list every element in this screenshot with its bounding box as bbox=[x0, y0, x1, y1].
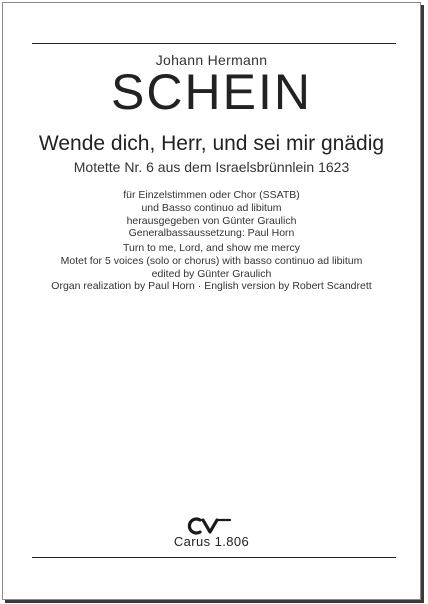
top-rule bbox=[32, 43, 396, 44]
english-info-block bbox=[3, 242, 420, 293]
catalog-number: Carus 1.806 bbox=[173, 534, 250, 549]
composer-first-names: Johann Hermann bbox=[155, 52, 268, 68]
german-info-line: und Basso continuo ad libitum bbox=[141, 201, 282, 214]
carus-cv-logo-icon bbox=[186, 517, 242, 535]
german-info-line: Generalbassaussetzung: Paul Horn bbox=[128, 227, 295, 240]
english-info-line: Organ realization by Paul Horn · English version by Robert Scandrett bbox=[51, 280, 372, 293]
english-info-line: edited by Günter Graulich bbox=[151, 267, 272, 280]
composer-surname: SCHEIN bbox=[111, 64, 312, 120]
bottom-rule bbox=[32, 557, 396, 558]
german-info-block bbox=[3, 189, 420, 240]
work-subtitle: Motette Nr. 6 aus dem Israelsbrünnlein 1623 bbox=[73, 159, 350, 175]
english-info-line: Motet for 5 voices (solo or chorus) with basso continuo ad libitum bbox=[60, 254, 363, 267]
work-title: Wende dich, Herr, und sei mir gnädig bbox=[38, 132, 385, 155]
german-info-line: für Einzelstimmen oder Chor (SSATB) bbox=[123, 189, 300, 201]
german-info-line: herausgegeben von Günter Graulich bbox=[126, 214, 297, 227]
score-cover bbox=[2, 2, 421, 600]
english-info-line: Turn to me, Lord, and show me mercy bbox=[122, 242, 300, 254]
